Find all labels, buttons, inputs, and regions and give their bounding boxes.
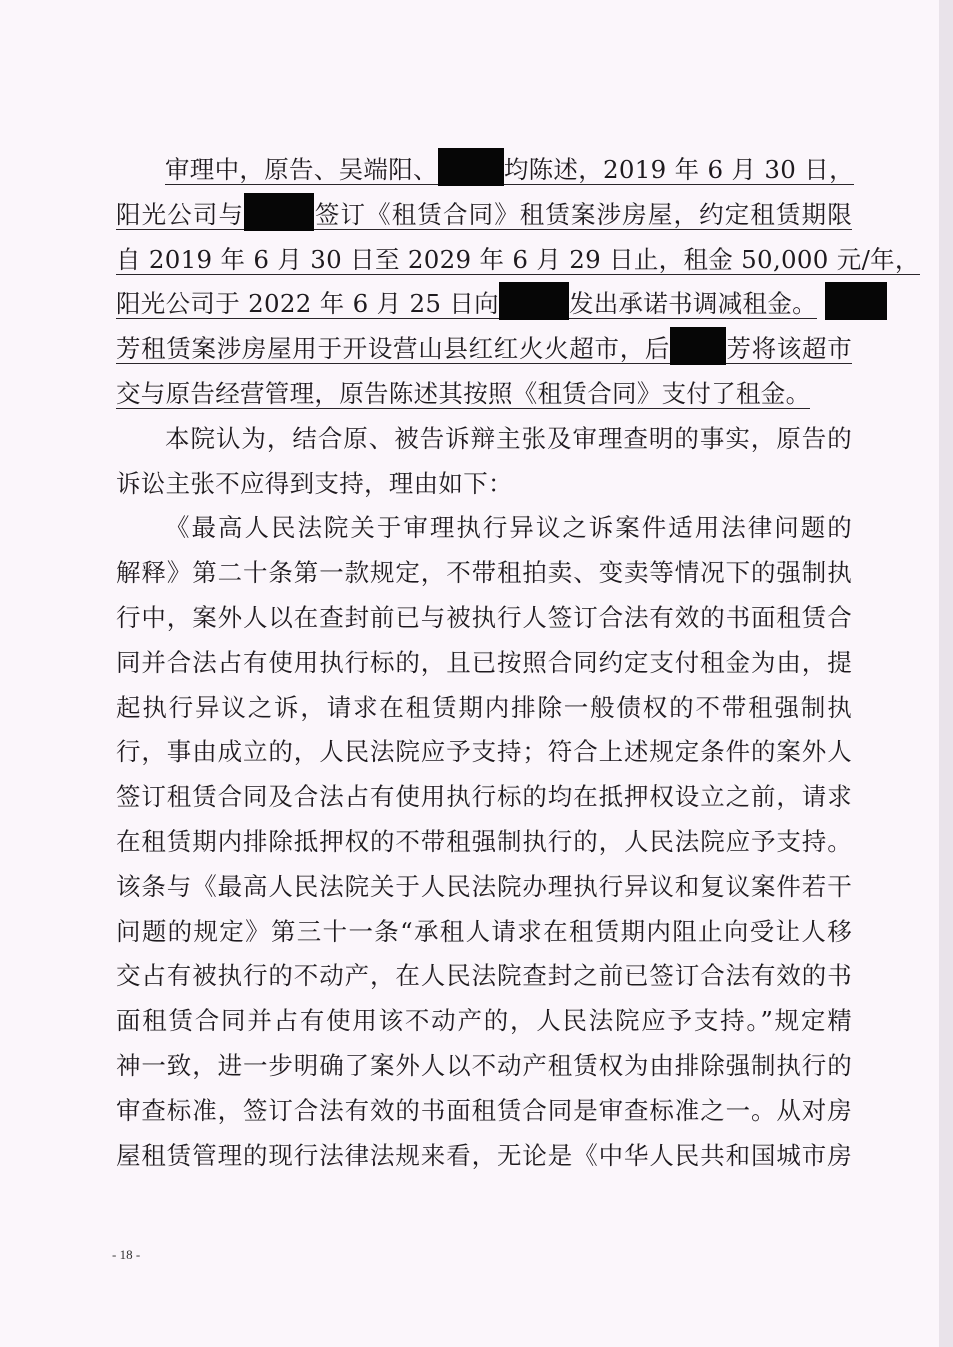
paragraph-3-line: 行，事由成立的，人民法院应予支持；符合上述规定条件的案外人 xyxy=(116,737,852,767)
paragraph-1-line-5 xyxy=(116,327,852,372)
document-body xyxy=(116,148,920,1178)
paragraph-3-line: 交占有被执行的不动产，在人民法院查封之前已签订合法有效的书 xyxy=(116,961,852,991)
paragraph-3-line: 同并合法占有使用执行标的，且已按照合同约定支付租金为由，提 xyxy=(116,647,852,677)
paragraph-3-line: 签订租赁合同及合法占有使用执行标的均在抵押权设立之前，请求 xyxy=(116,782,852,812)
paragraph-1-line-3 xyxy=(116,238,920,283)
paragraph-3-line: 屋租赁管理的现行法律法规来看，无论是《中华人民共和国城市房 xyxy=(116,1140,852,1170)
page-number: - 18 - xyxy=(112,1247,141,1262)
text-segment: 阳光公司与 xyxy=(116,199,245,229)
text-segment: 审理中，原告、吴端阳、 xyxy=(165,155,438,184)
paragraph-3-line: 起执行异议之诉，请求在租赁期内排除一般债权的不带租强制执 xyxy=(116,692,852,722)
page-edge-shadow xyxy=(939,0,953,1347)
paragraph-3-line: 《最高人民法院关于审理执行异议之诉案件适用法律问题的 xyxy=(165,513,852,543)
paragraph-1-line-2 xyxy=(116,193,852,238)
paragraph-2-line-1: 本院认为，结合原、被告诉辩主张及审理查明的事实，原告的 xyxy=(165,423,852,453)
redaction-block xyxy=(825,282,887,320)
paragraph-2-line-2: 诉讼主张不应得到支持，理由如下： xyxy=(116,468,513,498)
text-segment: 签订《租赁合同》租赁案涉房屋，约定租赁期限 xyxy=(314,199,852,229)
paragraph-3-line: 问题的规定》第三十一条“承租人请求在租赁期内阻止向受让人移 xyxy=(116,916,852,946)
text-segment: 发出承诺书调减租金。 xyxy=(568,289,817,319)
text-segment: 芳将该超市 xyxy=(726,334,853,364)
paragraph-3-line: 行中，案外人以在查封前已与被执行人签订合法有效的书面租赁合 xyxy=(116,602,852,632)
redaction-block xyxy=(499,282,569,320)
paragraph-3-line: 在租赁期内排除抵押权的不带租强制执行的，人民法院应予支持。 xyxy=(116,826,852,856)
text-segment: 均陈述，2019 年 6 月 30 日， xyxy=(503,155,854,184)
paragraph-3-line: 面租赁合同并占有使用该不动产的，人民法院应予支持。”规定精 xyxy=(116,1006,852,1036)
paragraph-3-line: 该条与《最高人民法院关于人民法院办理执行异议和复议案件若干 xyxy=(116,871,852,901)
redaction-block xyxy=(244,193,314,231)
redaction-block xyxy=(438,148,504,186)
text-segment: 芳租赁案涉房屋用于开设营山县红红火火超市，后 xyxy=(116,334,671,364)
text-segment: 阳光公司于 2022 年 6 月 25 日向 xyxy=(116,289,499,319)
redaction-block xyxy=(670,327,726,365)
text-segment: 自 2019 年 6 月 30 日至 2029 年 6 月 29 日止，租金 50,000 元/年， xyxy=(116,244,920,274)
paragraph-1-line-4 xyxy=(116,282,852,327)
paragraph-3-line: 审查标准，签订合法有效的书面租赁合同是审查标准之一。从对房 xyxy=(116,1095,852,1125)
text-segment: 交与原告经营管理，原告陈述其按照《租赁合同》支付了租金。 xyxy=(116,378,811,408)
paragraph-1-line-1 xyxy=(116,148,852,193)
paragraph-3-line: 神一致，进一步明确了案外人以不动产租赁权为由排除强制执行的 xyxy=(116,1050,852,1080)
paragraph-3-line: 解释》第二十条第一款规定，不带租拍卖、变卖等情况下的强制执 xyxy=(116,558,852,588)
paragraph-1-line-6 xyxy=(116,372,852,417)
